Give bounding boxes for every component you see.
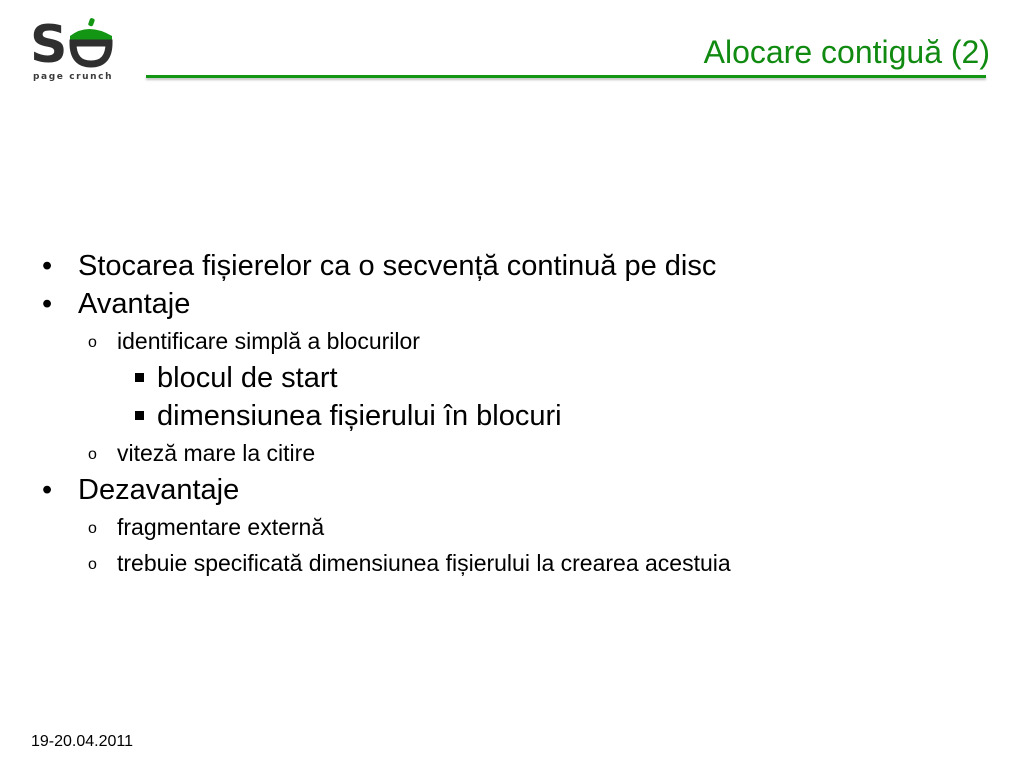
list-item-text: Stocarea fișierelor ca o secvență continuă pe disc [78, 250, 717, 282]
bullet-marker: • [42, 250, 53, 282]
list-subitem [0, 545, 1023, 581]
list-subitem-text: fragmentare externă [117, 514, 325, 540]
footer-date: 19-20.04.2011 [31, 733, 134, 750]
list-item [0, 247, 1023, 285]
list-subsubitem [0, 359, 1023, 397]
square-bullet-icon [135, 373, 144, 382]
list-item-text: Dezavantaje [78, 474, 240, 506]
circle-bullet-marker: o [88, 520, 97, 537]
circle-bullet-marker: o [88, 446, 97, 463]
slide-content [0, 247, 1023, 581]
list-item [0, 471, 1023, 509]
circle-bullet-marker: o [88, 334, 97, 351]
list-subsubitem-text: blocul de start [157, 362, 338, 394]
logo-letter: S [30, 15, 68, 72]
title-underline [146, 75, 986, 78]
circle-bullet-marker: o [88, 556, 97, 573]
list-subitem-text: trebuie specificată dimensiunea fișierului la crearea acestuia [117, 550, 731, 576]
logo [30, 14, 120, 86]
list-subitem [0, 509, 1023, 545]
list-subsubitem-text: dimensiunea fișierului în blocuri [157, 400, 562, 432]
logo-caption: page crunch [33, 72, 114, 82]
bullet-marker: • [42, 288, 53, 320]
acorn-logo-icon [30, 14, 120, 72]
list-subsubitem [0, 397, 1023, 435]
list-subitem [0, 435, 1023, 471]
bullet-marker: • [42, 474, 53, 506]
list-subitem-text: identificare simplă a blocurilor [117, 328, 420, 354]
list-subitem [0, 323, 1023, 359]
list-subitem-text: viteză mare la citire [117, 440, 316, 466]
square-bullet-icon [135, 411, 144, 420]
slide-title: Alocare contiguă (2) [703, 34, 990, 70]
list-item [0, 285, 1023, 323]
list-item-text: Avantaje [78, 288, 191, 320]
